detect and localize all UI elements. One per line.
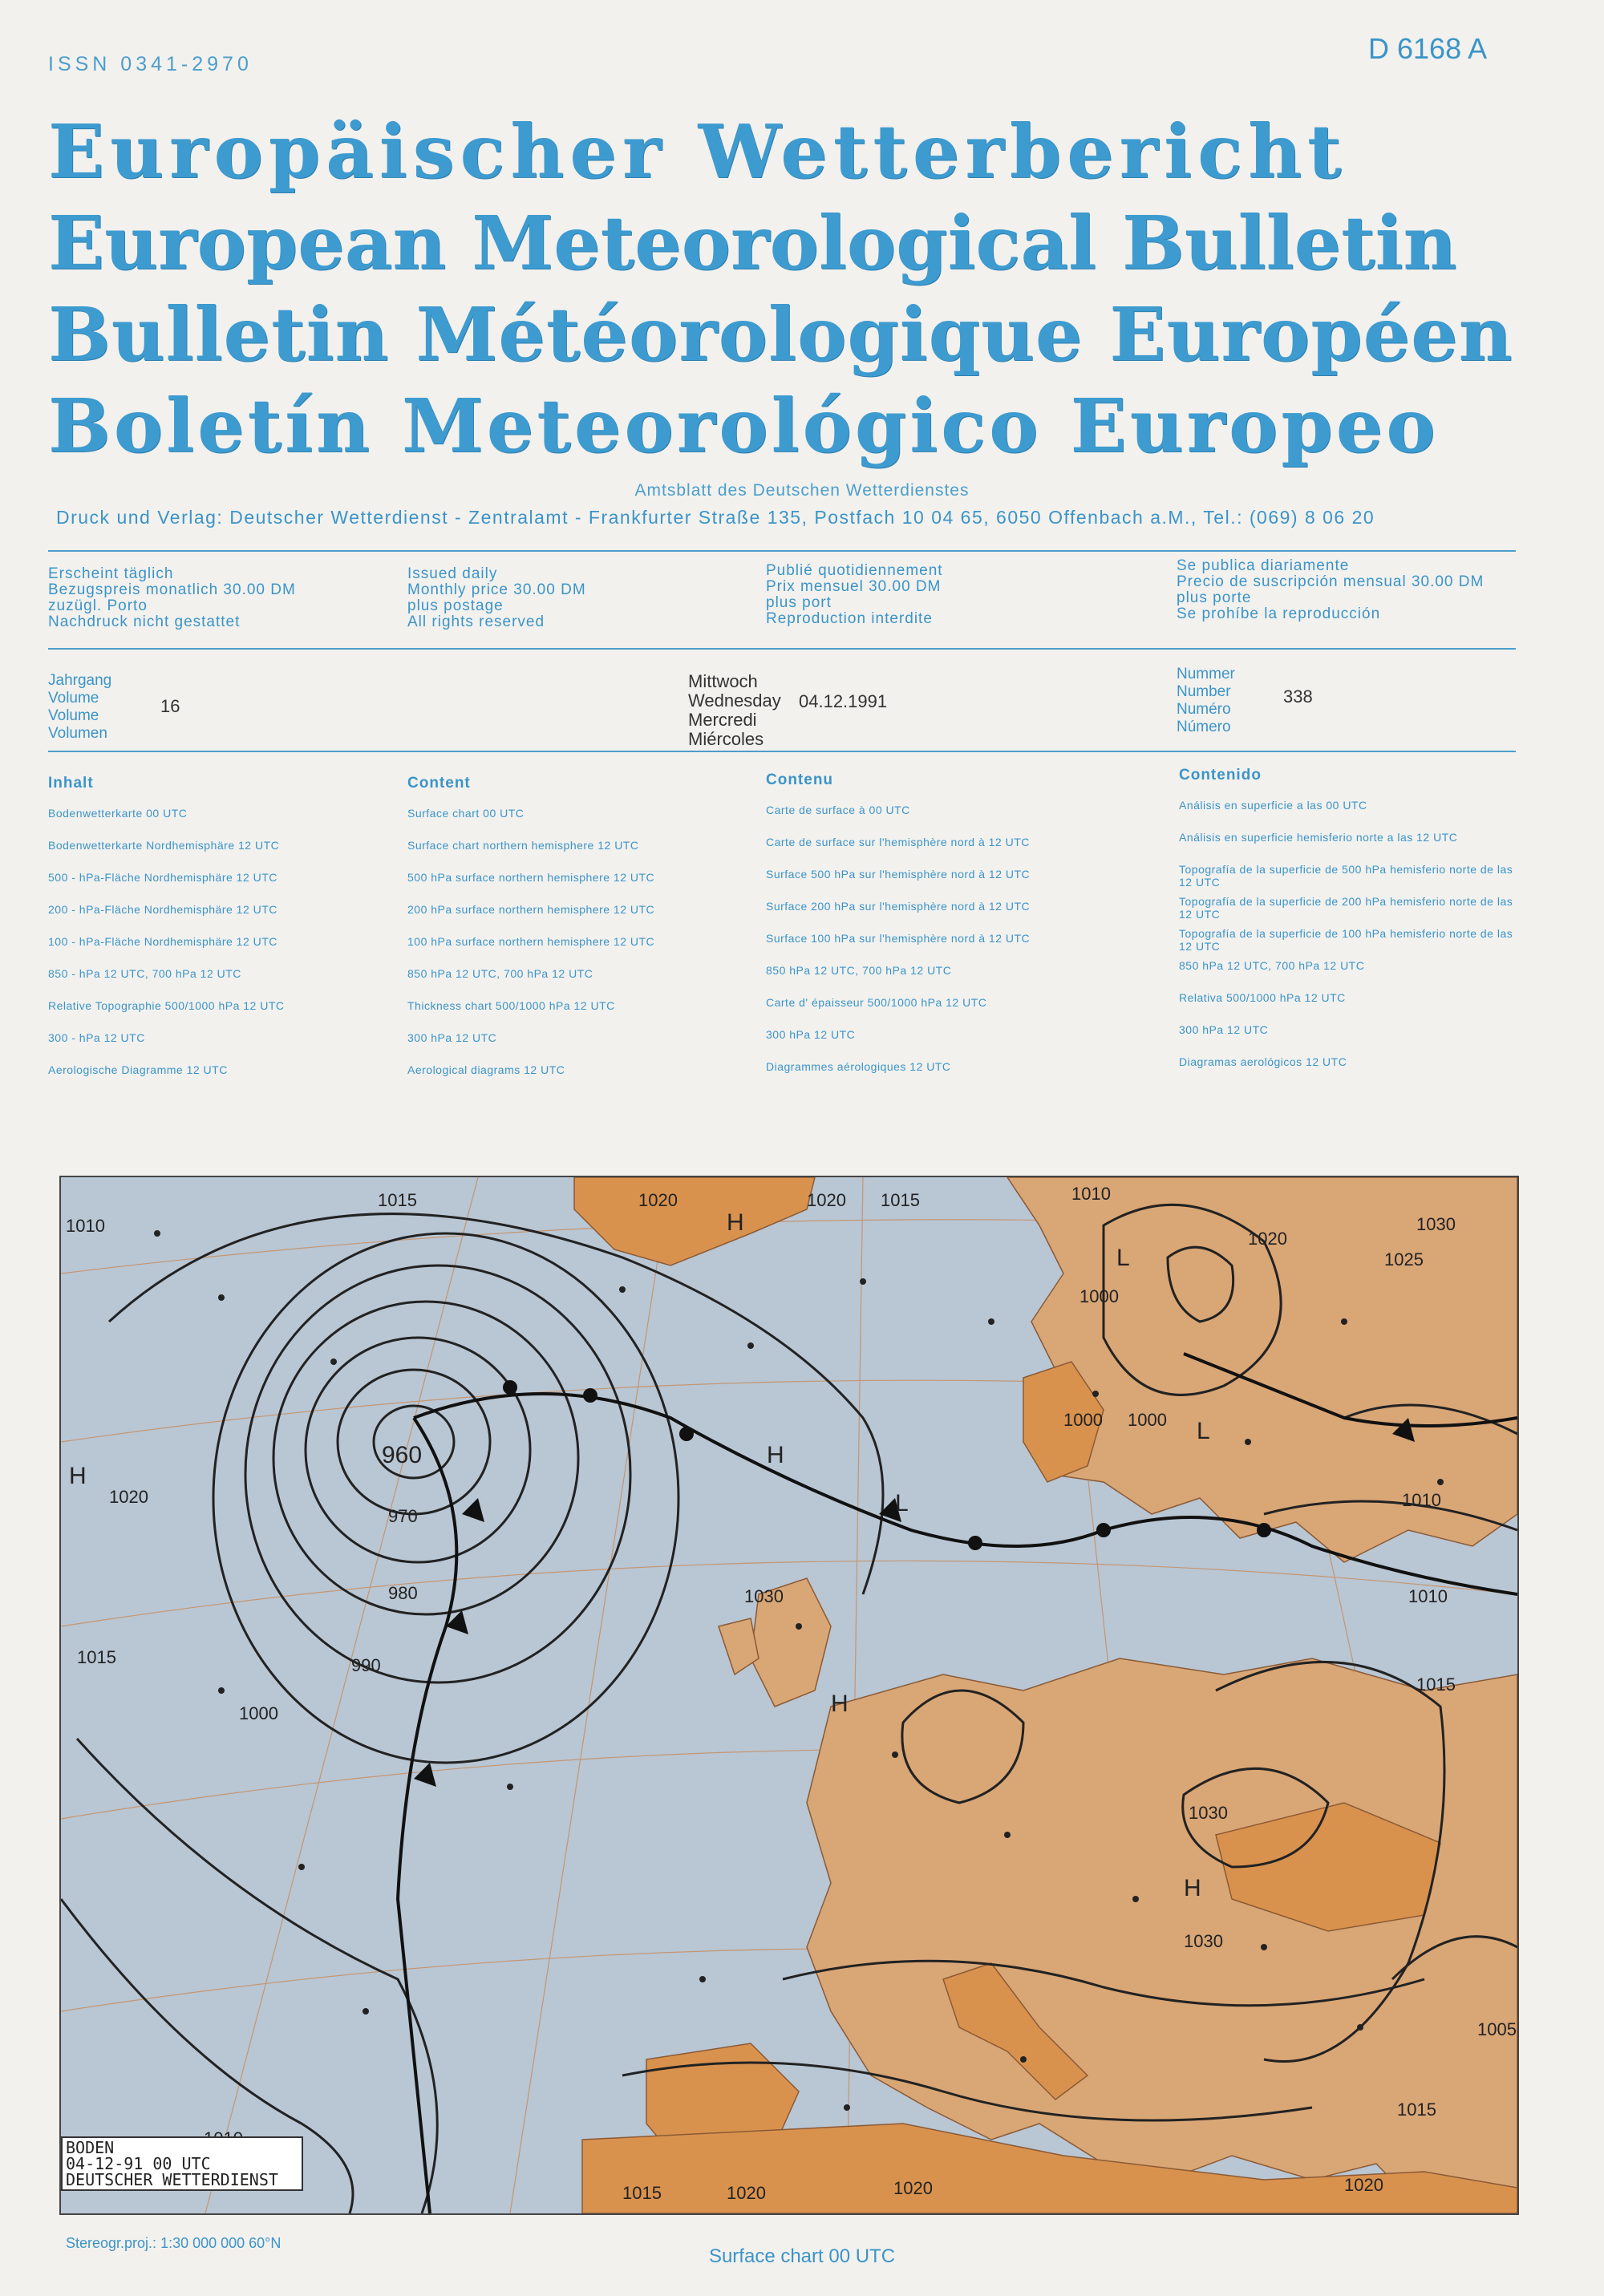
volume-label: Jahrgang [48, 672, 112, 689]
isobar-label: 1000 [239, 1703, 278, 1723]
contents-heading: Inhalt [48, 775, 94, 792]
divider [48, 751, 1516, 752]
contents-item: 300 hPa 12 UTC [407, 1031, 497, 1044]
isobar-label: 1015 [1416, 1674, 1456, 1695]
title-block [48, 106, 1524, 472]
divider [48, 648, 1516, 650]
surface-weather-map [59, 1176, 1519, 2215]
isobar-label: 1010 [1408, 1586, 1448, 1606]
contents-item: 300 - hPa 12 UTC [48, 1031, 145, 1044]
isobar-label: 1020 [893, 2178, 933, 2198]
isobar-label: 1020 [807, 1190, 846, 1210]
contents-item: Relativa 500/1000 hPa 12 UTC [1179, 991, 1346, 1004]
title-german: Europäischer Wetterbericht [48, 108, 1347, 195]
contents-item: 850 hPa 12 UTC, 700 hPa 12 UTC [1179, 959, 1365, 972]
title-french: Bulletin Météorologique Européen [48, 291, 1513, 378]
contents-heading: Contenu [766, 771, 834, 788]
contents-item: 200 - hPa-Fläche Nordhemisphäre 12 UTC [48, 903, 277, 916]
contents-german [48, 775, 284, 1095]
contents-item: Carte d' épaisseur 500/1000 hPa 12 UTC [766, 996, 987, 1009]
contents-item: 850 hPa 12 UTC, 700 hPa 12 UTC [407, 967, 593, 980]
isobar-label: 1020 [109, 1487, 148, 1507]
contents-item: Diagramas aerológicos 12 UTC [1179, 1055, 1347, 1068]
info-line: plus port [766, 594, 832, 611]
isobar-label: 1015 [77, 1647, 116, 1667]
info-line: Prix mensuel 30.00 DM [766, 578, 942, 595]
contents-french [766, 771, 1030, 1092]
title-spanish: Boletín Meteorológico Europeo [48, 383, 1439, 469]
issn: ISSN 0341-2970 [48, 53, 253, 75]
info-line: Precio de suscripción mensual 30.00 DM [1177, 573, 1485, 590]
map-caption: Surface chart 00 UTC [708, 2245, 896, 2267]
volume-labels [48, 672, 111, 743]
contents-item: 500 - hPa-Fläche Nordhemisphäre 12 UTC [48, 871, 277, 884]
info-line: Se publica diariamente [1177, 557, 1350, 574]
isobar-label: 1000 [1128, 1410, 1167, 1430]
info-french [766, 563, 943, 627]
contents-item: 100 - hPa-Fläche Nordhemisphäre 12 UTC [48, 935, 277, 948]
contents-item: Bodenwetterkarte 00 UTC [48, 807, 188, 820]
contents-item: Carte de surface sur l'hemisphère nord à 12 UTC [766, 836, 1030, 848]
weekday-labels [688, 672, 781, 749]
map-stamp-line: DEUTSCHER WETTERDIENST [66, 2170, 278, 2189]
low-pressure-center: L [1197, 1418, 1210, 1444]
info-line: Reproduction interdite [766, 610, 933, 627]
info-line: Nachdruck nicht gestattet [48, 613, 241, 630]
publication-code: D 6168 A [1368, 32, 1488, 65]
contents-item: Surface 200 hPa sur l'hemisphère nord à 12 UTC [766, 900, 1031, 913]
info-line: Erscheint täglich [48, 565, 174, 582]
volume-label: Volumen [48, 725, 107, 742]
contents-item: Carte de surface à 00 UTC [766, 804, 910, 816]
isobar-label: 1015 [1397, 2100, 1436, 2120]
isobar-label: 1020 [1248, 1229, 1287, 1249]
contents-spanish [1179, 767, 1516, 1087]
number-value: 338 [1283, 686, 1313, 707]
isobar-label: 1000 [1079, 1286, 1119, 1306]
contents-item: 850 hPa 12 UTC, 700 hPa 12 UTC [766, 964, 952, 977]
info-english [407, 566, 586, 630]
contents-item: Aerological diagrams 12 UTC [407, 1063, 565, 1076]
contents-item: Topografía de la superficie de 500 hPa hemisferio norte de las 12 UTC [1179, 863, 1513, 889]
isobar-label: 1015 [622, 2183, 662, 2203]
weekday-label: Mittwoch [688, 671, 758, 691]
isobar-label: 1030 [1416, 1214, 1456, 1234]
low-pressure-center: L [1116, 1245, 1130, 1271]
info-line: plus porte [1177, 589, 1252, 606]
contents-heading: Contenido [1179, 767, 1262, 784]
isobar-label: 1010 [1402, 1490, 1441, 1510]
contents-item: Surface 500 hPa sur l'hemisphère nord à 12 UTC [766, 868, 1031, 881]
contents-heading: Content [407, 775, 471, 792]
isobar-label: 1015 [881, 1190, 920, 1210]
info-line: All rights reserved [407, 613, 545, 630]
date-value: 04.12.1991 [799, 691, 888, 711]
weekday-label: Mercredi [688, 710, 757, 730]
map-stamp-line: BODEN [66, 2138, 115, 2157]
contents-item: 300 hPa 12 UTC [766, 1028, 856, 1041]
info-line: Bezugspreis monatlich 30.00 DM [48, 581, 296, 598]
info-line: Issued daily [407, 565, 498, 582]
isobar-label: 1030 [1184, 1931, 1223, 1951]
contents-item: Surface chart northern hemisphere 12 UTC [407, 839, 639, 852]
isobar-label: 990 [351, 1655, 381, 1675]
isobar-label: 1005 [1477, 2019, 1517, 2039]
map-stamp [61, 2136, 303, 2191]
map-drawing [61, 1177, 1517, 2213]
contents-item: Topografía de la superficie de 100 hPa hemisferio norte de las 12 UTC [1179, 927, 1513, 953]
isobar-label: 1030 [744, 1586, 784, 1606]
weekday-label: Miércoles [688, 729, 764, 749]
volume-label: Volume [48, 707, 99, 724]
weekday-label: Wednesday [688, 690, 781, 711]
contents-item: Análisis en superficie hemisferio norte a las 12 UTC [1179, 831, 1458, 844]
number-label: Número [1177, 719, 1231, 735]
projection-note: Stereogr.proj.: 1:30 000 000 60°N [66, 2235, 282, 2251]
isobar-label: 980 [388, 1583, 418, 1603]
isobar-label: 1030 [1189, 1803, 1228, 1823]
isobar-label: 970 [388, 1506, 418, 1526]
number-label: Nummer [1177, 666, 1235, 682]
isobar-label: 1010 [1071, 1184, 1111, 1204]
number-label: Numéro [1177, 701, 1231, 718]
info-line: Publié quotidiennement [766, 562, 943, 579]
info-german [48, 566, 296, 630]
contents-item: Surface chart 00 UTC [407, 807, 525, 820]
isobar-label: 1000 [1063, 1410, 1103, 1430]
info-line: Se prohíbe la reproducción [1177, 605, 1381, 622]
contents-item: 100 hPa surface northern hemisphere 12 UTC [407, 935, 655, 948]
info-spanish [1177, 558, 1484, 622]
isobar-label: 1010 [66, 1216, 105, 1236]
volume-value: 16 [160, 696, 180, 716]
contents-item: Thickness chart 500/1000 hPa 12 UTC [407, 999, 615, 1012]
divider [48, 550, 1516, 552]
contents-item: Relative Topographie 500/1000 hPa 12 UTC [48, 999, 285, 1012]
info-line: Monthly price 30.00 DM [407, 581, 586, 598]
contents-item: 300 hPa 12 UTC [1179, 1023, 1269, 1036]
contents-item: Diagrammes aérologiques 12 UTC [766, 1060, 951, 1073]
high-pressure-center: H [1184, 1875, 1201, 1901]
contents-item: Análisis en superficie a las 00 UTC [1179, 799, 1367, 812]
isobar-label: 1020 [1344, 2175, 1383, 2195]
isobar-label: 960 [382, 1442, 423, 1468]
publisher-line: Druck und Verlag: Deutscher Wetterdienst - Zentralamt - Frankfurter Straße 135, Postfach 10 04 65, 6050 Offenbach a.M., Tel.: (069) 8 06 20 [56, 507, 1375, 528]
high-pressure-center: H [831, 1691, 849, 1717]
volume-label: Volume [48, 690, 99, 707]
contents-item: Aerologische Diagramme 12 UTC [48, 1063, 228, 1076]
isobar-label: 1020 [638, 1190, 678, 1210]
number-labels [1177, 666, 1235, 736]
title-english: European Meteorological Bulletin [48, 200, 1457, 286]
high-pressure-center: H [69, 1463, 87, 1489]
low-pressure-center: L [895, 1490, 909, 1516]
contents-item: Topografía de la superficie de 200 hPa hemisferio norte de las 12 UTC [1179, 895, 1513, 921]
number-label: Number [1177, 683, 1231, 700]
contents-item: Surface 100 hPa sur l'hemisphère nord à 12 UTC [766, 932, 1031, 945]
high-pressure-center: H [727, 1209, 744, 1236]
info-line: zuzügl. Porto [48, 597, 148, 614]
high-pressure-center: H [767, 1442, 784, 1468]
contents-item: 200 hPa surface northern hemisphere 12 UTC [407, 903, 655, 916]
contents-item: Bodenwetterkarte Nordhemisphäre 12 UTC [48, 839, 280, 852]
isobar-label: 1025 [1384, 1249, 1424, 1269]
contents-item: 850 - hPa 12 UTC, 700 hPa 12 UTC [48, 967, 241, 980]
contents-item: 500 hPa surface northern hemisphere 12 UTC [407, 871, 655, 884]
contents-english [407, 775, 654, 1095]
isobar-label: 1020 [727, 2183, 766, 2203]
amtsblatt-line: Amtsblatt des Deutschen Wetterdienstes [634, 481, 970, 500]
info-line: plus postage [407, 597, 504, 614]
isobar-label: 1015 [378, 1190, 417, 1210]
map-stamp-line: 04-12-91 00 UTC [66, 2154, 211, 2173]
